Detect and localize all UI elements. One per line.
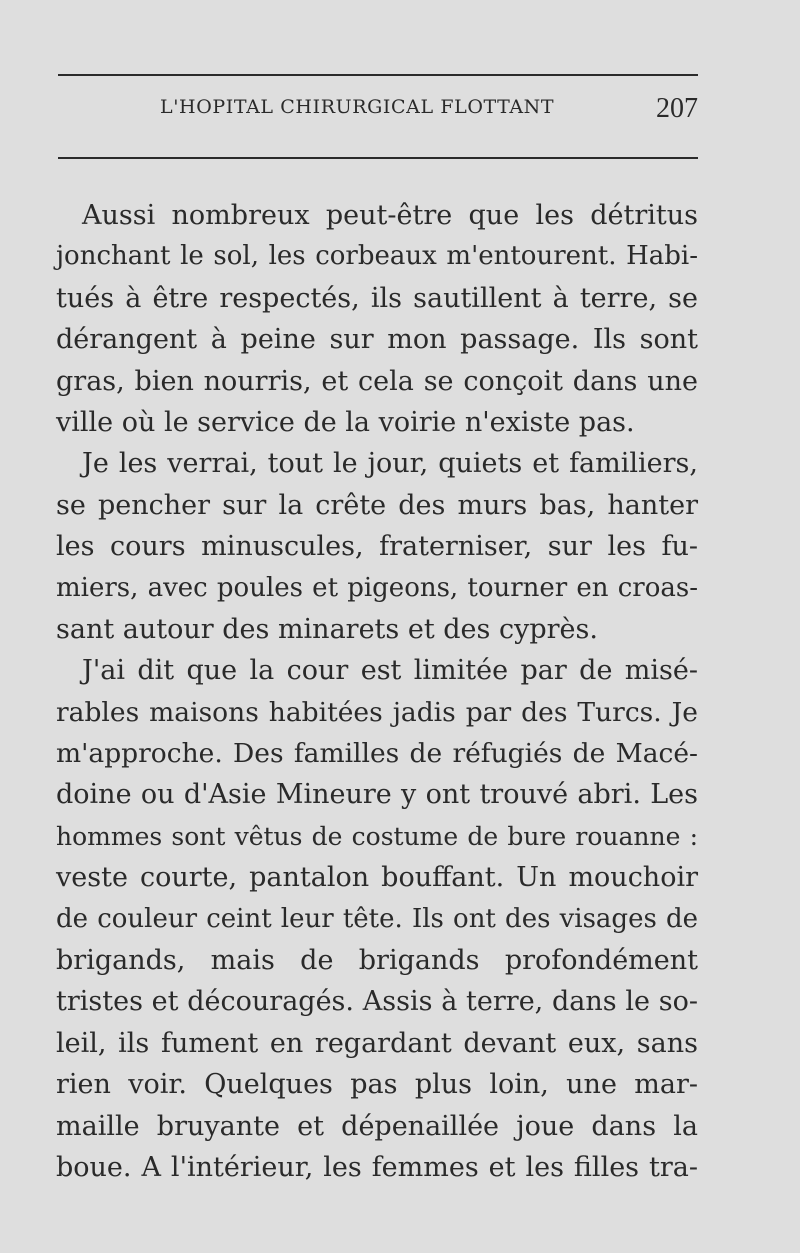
text-line: ville où le service de la voirie n'existe pas. <box>56 406 635 438</box>
header-rule-bottom <box>58 157 698 159</box>
text-line: brigands, mais de brigands profondément <box>56 945 698 977</box>
text-line: boue. A l'intérieur, les femmes et les filles tra- <box>56 1151 698 1183</box>
text-line: se pencher sur la crête des murs bas, hanter <box>56 489 698 521</box>
text-line: maille bruyante et dépenaillée joue dans la <box>56 1110 698 1142</box>
header-rule-top <box>58 74 698 76</box>
text-line: veste courte, pantalon bouffant. Un mouchoir <box>56 862 698 894</box>
text-line: miers, avec poules et pigeons, tourner en croas- <box>56 572 698 603</box>
running-title: L'HOPITAL CHIRURGICAL FLOTTANT <box>160 96 555 118</box>
page-number: 207 <box>656 93 698 124</box>
text-line: jonchant le sol, les corbeaux m'entourent. Habi- <box>56 241 698 272</box>
text-line: doine ou d'Asie Mineure y ont trouvé abri. Les <box>56 779 698 811</box>
text-line: tristes et découragés. Assis à terre, dans le so- <box>56 986 698 1018</box>
text-line: hommes sont vêtus de costume de bure rouanne : <box>56 821 698 851</box>
text-line: m'approche. Des familles de réfugiés de Macé- <box>56 738 698 770</box>
text-line: J'ai dit que la cour est limitée par de misé- <box>82 655 698 687</box>
text-line: sant autour des minarets et des cyprès. <box>56 613 598 645</box>
text-line: tués à être respectés, ils sautillent à terre, se <box>56 282 698 314</box>
text-line: de couleur ceint leur tête. Ils ont des visages de <box>56 903 698 934</box>
text-line: Aussi nombreux peut-être que les détritus <box>82 200 698 231</box>
text-line: Je les verrai, tout le jour, quiets et familiers, <box>82 448 698 480</box>
text-line: leil, ils fument en regardant devant eux, sans <box>56 1027 698 1059</box>
running-head <box>58 94 698 128</box>
text-line: rables maisons habitées jadis par des Turcs. Je <box>56 696 698 728</box>
text-line: gras, bien nourris, et cela se conçoit dans une <box>56 365 698 397</box>
text-line: les cours minuscules, fraterniser, sur les fu- <box>56 531 698 563</box>
body-text <box>56 195 698 1188</box>
text-line: dérangent à peine sur mon passage. Ils sont <box>56 324 698 356</box>
text-line: rien voir. Quelques pas plus loin, une mar- <box>56 1069 698 1101</box>
